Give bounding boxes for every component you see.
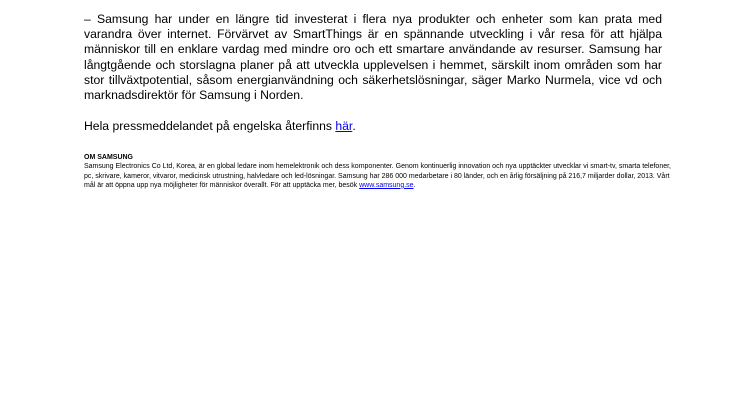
press-release-line [84,119,662,134]
press-release-text: Hela pressmeddelandet på engelska återfinns [84,119,336,134]
document-page [84,12,672,190]
about-body [84,162,674,190]
about-heading: OM SAMSUNG [84,154,133,162]
about-body-text: Samsung Electronics Co Ltd, Korea, är en global ledare inom hemelektronik och dess komponenter. Genom kontinuerlig innovation och nya upptäckter utvecklar vi smart-tv, smarta telefoner, pc, skrivare, kameror, vitvaror, medicinsk utrustning, halvledare och led-lösningar. Samsung har 286 000 medarbetare i 80 länder, och en årlig försäljning på 216,7 miljarder dollar, 2013. Vårt mål är att öppna upp nya möjligheter för människor överallt. För att upptäcka mer, besök [84,163,672,189]
press-release-link[interactable]: här [335,119,353,134]
quote-paragraph: – Samsung har under en längre tid investerat i flera nya produkter och enheter som kan prata med varandra över internet. Förvärvet av SmartThings är en spännande utveckling i vår resa för att hjälpa människor till en enklare vardag med mindre oro och ett smartare användande av resurser. Samsung har långtgående och storslagna planer på att utveckla upplevelsen i hemmet, särskilt inom områden som har stor tillväxtpotential, såsom energianvändning och säkerhetslösningar, säger Marko Nurmela, vice vd och marknadsdirektör för Samsung i Norden. [84,12,662,103]
about-section [84,154,672,190]
about-body-suffix: . [413,181,416,189]
press-release-suffix: . [352,119,356,134]
samsung-website-link[interactable]: www.samsung.se [359,181,414,189]
